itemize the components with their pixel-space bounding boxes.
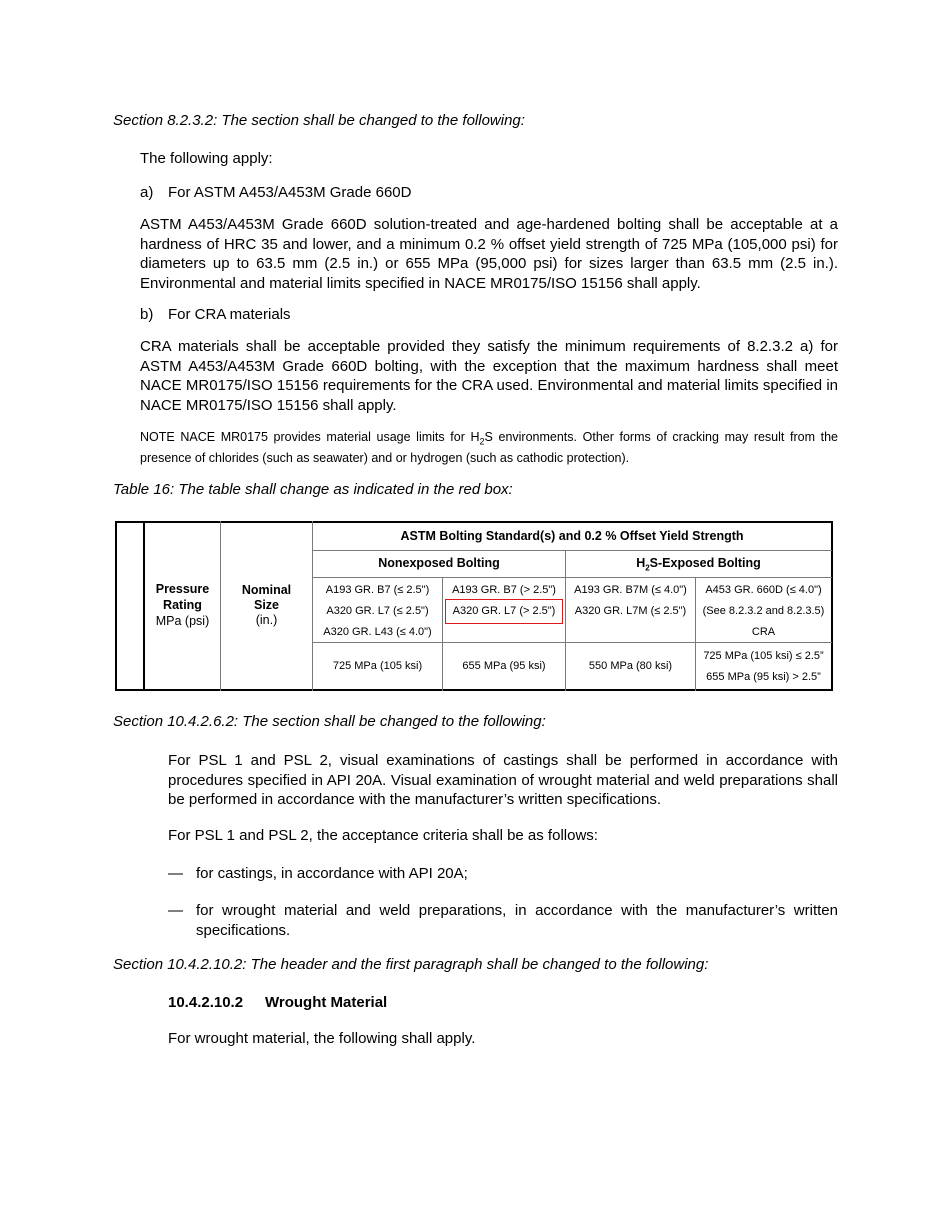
material-entry: A320 GR. L7 (≤ 2.5") [326,605,429,617]
section-8-2-3-2-heading: Section 8.2.3.2: The section shall be changed to the following: [113,112,525,129]
strength-entry: 725 MPa (105 ksi) ≤ 2.5” [703,650,824,662]
bullet-castings: for castings, in accordance with API 20A; [196,865,468,882]
strength-entry: 655 MPa (95 ksi) > 2.5” [706,671,821,683]
divider [312,550,832,551]
pressure-rating-header [145,581,220,629]
section-10-4-2-10-2-heading: Section 10.4.2.10.2: The header and the first paragraph shall be changed to the following: [113,956,709,973]
exposed-col4 [696,580,831,643]
intro-text: The following apply: [140,150,273,167]
note-suffix: S environments. Other forms of cracking may result from the presence of chlorides (such as seawater) and or hydrogen (such as cathodic protection). [140,430,838,465]
note-prefix: NOTE NACE MR0175 provides material usage limits for H [140,430,480,444]
table-bottom-border [115,689,833,691]
exposed-col3 [566,580,695,622]
size-unit: (in.) [255,613,278,627]
material-entry: (See 8.2.3.2 and 8.2.3.5) [702,605,825,617]
exposed-header-suffix: S-Exposed Bolting [649,556,761,570]
table-left-border [115,521,117,691]
nonexposed-col1 [313,580,442,643]
psl-paragraph-2: For PSL 1 and PSL 2, the acceptance criteria shall be as follows: [168,827,598,844]
nominal-label: Nominal [241,583,292,597]
dash-bullet-icon: — [168,865,183,882]
strength-cell: 550 MPa (80 ksi) [588,660,673,672]
item-a-marker: a) [140,184,154,201]
highlighted-material-entry: A320 GR. L7 (> 2.5") [452,605,556,617]
psl-paragraph-1: For PSL 1 and PSL 2, visual examinations of castings shall be performed in accordance with procedures specified in API 20A. Visual examination of wrought material and weld preparations shall be performed in accordance with the manufacturer’s written specifications. [168,752,838,808]
pressure-unit: MPa (psi) [155,614,210,628]
size-label: Size [253,598,279,612]
exposed-header-prefix: H [636,556,646,570]
rating-label: Rating [163,598,202,612]
red-highlight-box [445,599,563,624]
strength-cell: 655 MPa (95 ksi) [462,660,546,672]
table-top-border [115,521,833,523]
strength-cell-col4 [696,646,831,688]
exposed-header-subscript: 2 [645,563,650,573]
table-main-header: ASTM Bolting Standard(s) and 0.2 % Offset Yield Strength [400,529,744,543]
note-subscript: 2 [479,436,485,447]
pressure-label: Pressure [155,582,210,596]
item-b-marker: b) [140,306,154,323]
nominal-size-header [221,583,312,628]
table-16 [115,521,833,691]
subsection-title: Wrought Material [265,994,388,1011]
note-text [140,429,838,467]
nonexposed-header: Nonexposed Bolting [378,556,500,570]
material-entry: A193 GR. B7 (≤ 2.5") [325,584,430,596]
dash-bullet-icon: — [168,902,183,919]
wrought-paragraph: For wrought material, the following shall apply. [168,1030,476,1047]
item-a-body: ASTM A453/A453M Grade 660D solution-treated and age-hardened bolting shall be acceptable at a hardness of HRC 35 and lower, and a minimum 0.2 % offset yield strength of 725 MPa (105,000 psi) for diameters up to 63.5 mm (2.5 in.) or 655 MPa (95,000 psi) for sizes larger than 63.5 mm (2.5 in.). Environmental and material limits specified in NACE MR0175/ISO 15156 shall apply. [140,216,838,292]
table-right-border [831,521,833,691]
table-16-caption: Table 16: The table shall change as indicated in the red box: [113,481,513,498]
material-entry: A320 GR. L7M (≤ 2.5") [574,605,687,617]
material-entry: A193 GR. B7M (≤ 4.0") [574,584,687,596]
material-entry: A193 GR. B7 (> 2.5") [452,584,556,596]
subsection-number: 10.4.2.10.2 [168,994,244,1011]
item-a-label: For ASTM A453/A453M Grade 660D [168,184,412,201]
material-entry: CRA [751,626,776,638]
section-10-4-2-6-2-heading: Section 10.4.2.6.2: The section shall be changed to the following: [113,713,546,730]
material-entry: A320 GR. L43 (≤ 4.0") [323,626,432,638]
bullet-wrought-material: for wrought material and weld preparations, in accordance with the manufacturer’s written specifications. [196,902,838,939]
strength-cell: 725 MPa (105 ksi) [332,660,423,672]
material-entry: A453 GR. 660D (≤ 4.0") [705,584,822,596]
item-b-body: CRA materials shall be acceptable provided they satisfy the minimum requirements of 8.2.3.2 a) for ASTM A453/A453M Grade 660D bolting, with the exception that the maximum hardness shall meet NACE MR0175/ISO 15156 requirements for the CRA used. Environmental and material limits specified in NACE MR0175/ISO 15156 shall apply. [140,338,838,414]
item-b-label: For CRA materials [168,306,291,323]
exposed-header [566,553,831,579]
